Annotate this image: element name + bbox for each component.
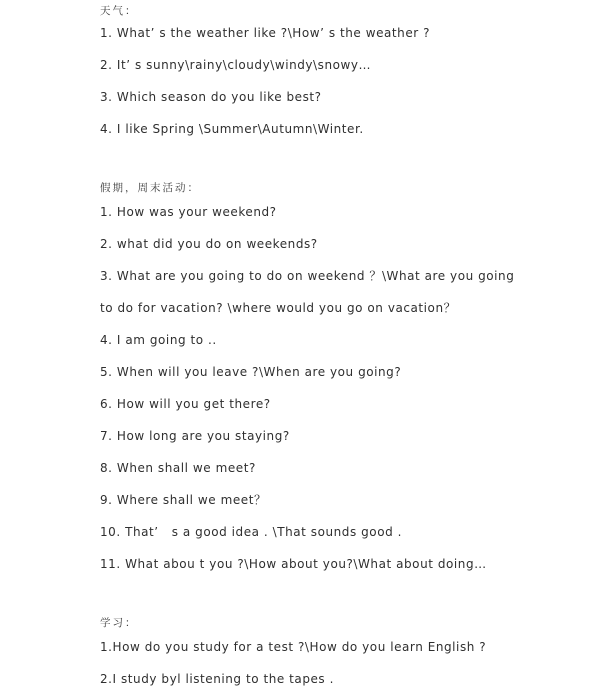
section-heading-holiday: 假期，周末活动：: [100, 182, 200, 194]
section-heading-study: 学习：: [100, 617, 138, 629]
holiday-line-9: 9. Where shall we meet？: [100, 493, 267, 507]
holiday-line-6: 6. How will you get there?: [100, 397, 271, 411]
weather-line-4: 4. I like Spring \Summer\Autumn\Winter.: [100, 122, 364, 136]
holiday-line-3: 3. What are you going to do on weekend ？\What are you going: [100, 269, 515, 283]
holiday-line-2: 2. what did you do on weekends?: [100, 237, 318, 251]
holiday-line-10: 10. That’ s a good idea . \That sounds good .: [100, 525, 402, 539]
study-line-1: 1.How do you study for a test ?\How do you learn English ?: [100, 640, 487, 654]
holiday-line-7: 7. How long are you staying?: [100, 429, 290, 443]
weather-line-2: 2. It’ s sunny\rainy\cloudy\windy\snowy…: [100, 58, 372, 72]
holiday-line-1: 1. How was your weekend?: [100, 205, 277, 219]
study-line-2: 2.I study byl listening to the tapes .: [100, 672, 334, 686]
weather-line-1: 1. What’ s the weather like ?\How’ s the weather ?: [100, 26, 431, 40]
holiday-line-8: 8. When shall we meet?: [100, 461, 256, 475]
weather-line-3: 3. Which season do you like best?: [100, 90, 322, 104]
holiday-line-11: 11. What abou t you ?\How about you?\What about doing…: [100, 557, 487, 571]
holiday-line-4: 4. I am going to ..: [100, 333, 217, 347]
holiday-line-5: 5. When will you leave ?\When are you going?: [100, 365, 402, 379]
holiday-line-3-continued: to do for vacation? \where would you go on vacation？: [100, 301, 457, 315]
section-heading-weather: 天气：: [100, 5, 138, 17]
